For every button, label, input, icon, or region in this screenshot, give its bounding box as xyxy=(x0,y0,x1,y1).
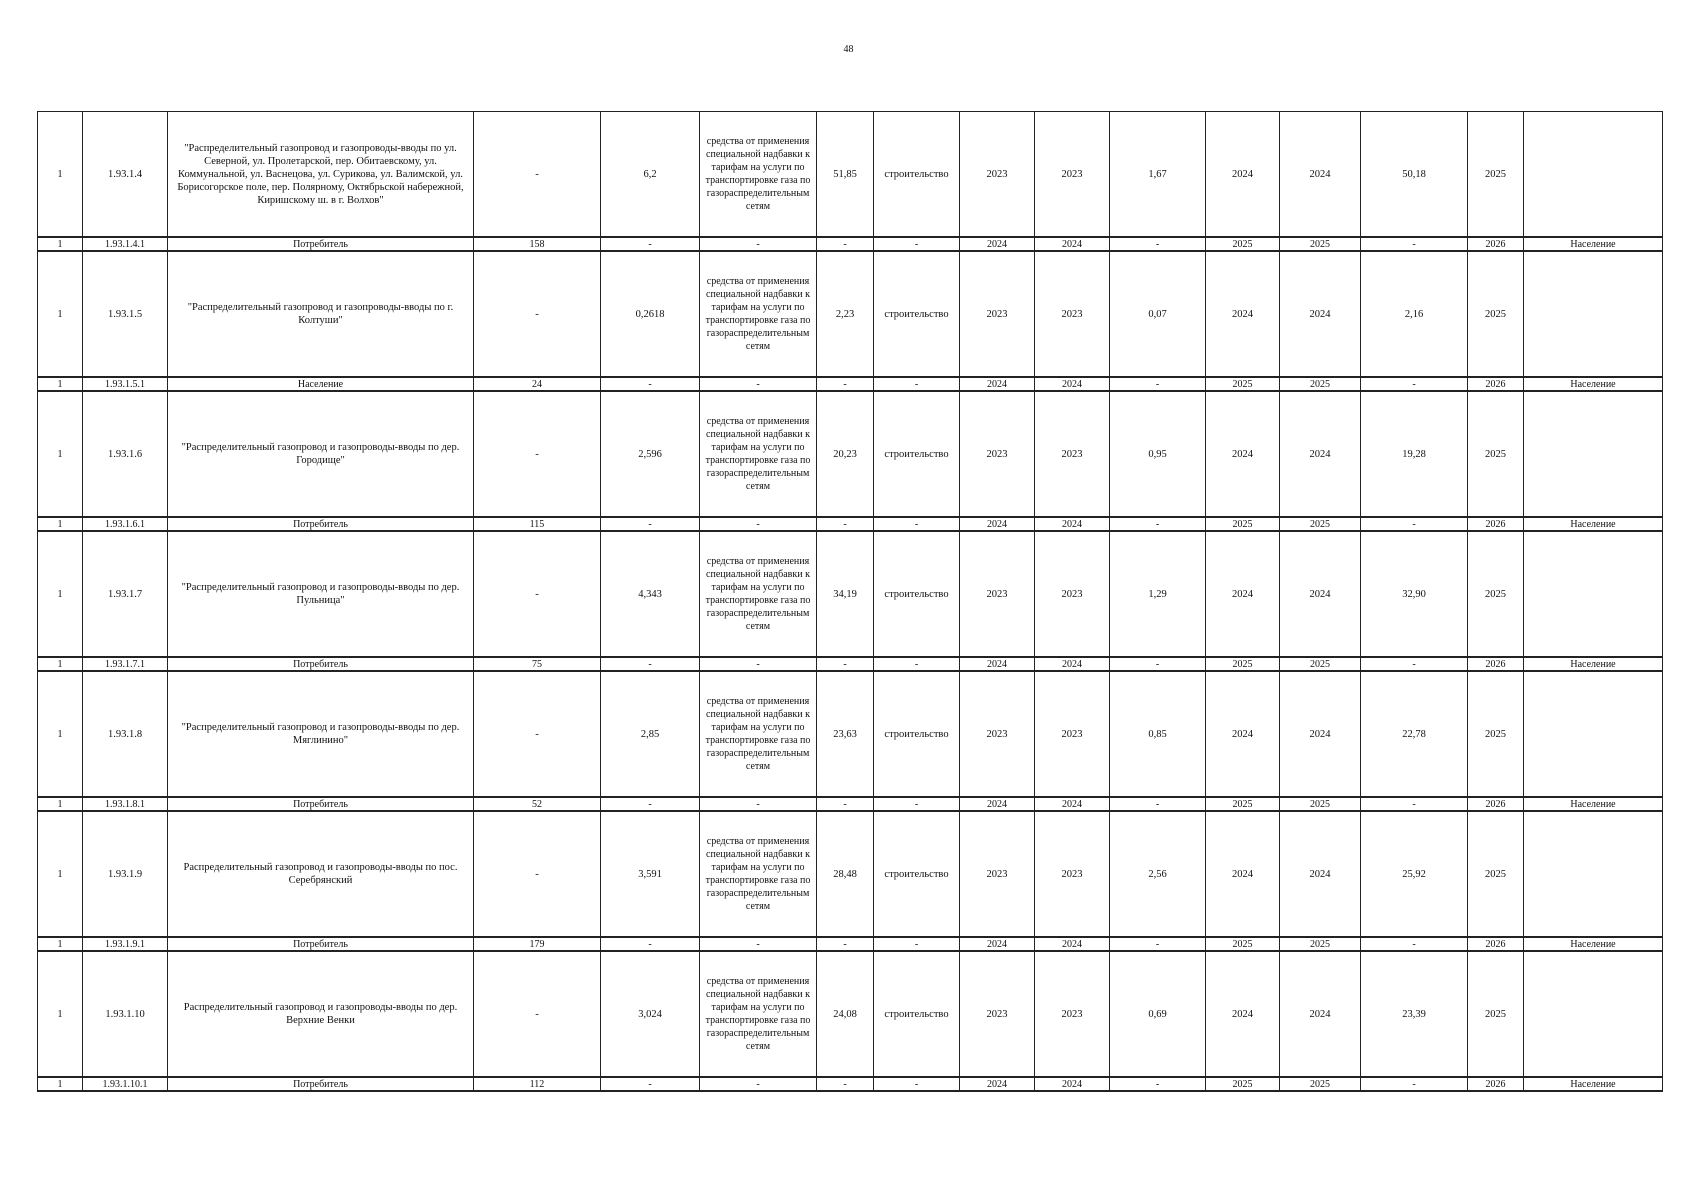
table-cell: 1 xyxy=(38,112,83,238)
table-cell: 1 xyxy=(38,517,83,531)
table-cell: - xyxy=(474,951,601,1077)
table-cell: 50,18 xyxy=(1361,112,1468,238)
table-cell: - xyxy=(817,937,874,951)
table-cell: строительство xyxy=(874,391,960,517)
table-cell: 2023 xyxy=(1035,112,1110,238)
table-cell: - xyxy=(700,237,817,251)
table-cell: 2026 xyxy=(1468,657,1524,671)
table-subrow xyxy=(38,377,1663,391)
table-row xyxy=(38,811,1663,937)
table-cell: 2024 xyxy=(960,517,1035,531)
table-cell: строительство xyxy=(874,671,960,797)
table-cell: - xyxy=(874,517,960,531)
table-cell: Потребитель xyxy=(168,657,474,671)
table-cell: 2026 xyxy=(1468,237,1524,251)
table-cell: 2024 xyxy=(960,657,1035,671)
table-cell: средства от применения специальной надбавки к тарифам на услуги по транспортировке газа по газораспределительным сетям xyxy=(700,251,817,377)
table-cell: - xyxy=(474,251,601,377)
table-cell: - xyxy=(474,671,601,797)
page-number: 48 xyxy=(843,44,854,55)
table-cell: - xyxy=(601,377,700,391)
table-cell: 2,56 xyxy=(1110,811,1206,937)
table-cell: - xyxy=(474,112,601,238)
table-cell xyxy=(1524,251,1663,377)
table-cell: 2024 xyxy=(1280,251,1361,377)
table-cell: 75 xyxy=(474,657,601,671)
table-cell: 2025 xyxy=(1280,937,1361,951)
table-cell: 0,2618 xyxy=(601,251,700,377)
table-cell: "Распределительный газопровод и газопроводы-вводы по дер. Городище" xyxy=(168,391,474,517)
table-cell: 2024 xyxy=(1206,951,1280,1077)
table-cell: - xyxy=(874,657,960,671)
table-cell: - xyxy=(700,797,817,811)
table-cell: 2026 xyxy=(1468,517,1524,531)
table-cell: - xyxy=(1110,1077,1206,1091)
table-cell: Население xyxy=(168,377,474,391)
table-cell: - xyxy=(874,1077,960,1091)
table-cell: 3,024 xyxy=(601,951,700,1077)
table-cell: 2024 xyxy=(960,377,1035,391)
table-cell: - xyxy=(1110,937,1206,951)
table-cell: 1 xyxy=(38,1077,83,1091)
table-subrow xyxy=(38,937,1663,951)
table-cell: "Распределительный газопровод и газопроводы-вводы по дер. Пульница" xyxy=(168,531,474,657)
table-cell: 2024 xyxy=(1280,671,1361,797)
table-cell: 1.93.1.4 xyxy=(83,112,168,238)
table-cell: 2023 xyxy=(1035,531,1110,657)
table-cell: 2025 xyxy=(1468,251,1524,377)
table-cell: 2026 xyxy=(1468,797,1524,811)
table-cell: 112 xyxy=(474,1077,601,1091)
table-cell: 24 xyxy=(474,377,601,391)
table-cell: 1.93.1.10.1 xyxy=(83,1077,168,1091)
table-subrow xyxy=(38,517,1663,531)
table-cell: 1 xyxy=(38,937,83,951)
table-row xyxy=(38,531,1663,657)
table-cell: средства от применения специальной надбавки к тарифам на услуги по транспортировке газа по газораспределительным сетям xyxy=(700,811,817,937)
table-cell: Население xyxy=(1524,377,1663,391)
table-cell: 32,90 xyxy=(1361,531,1468,657)
table-cell: строительство xyxy=(874,251,960,377)
table-cell: 2025 xyxy=(1280,517,1361,531)
table-cell: 1 xyxy=(38,377,83,391)
table-cell: 23,39 xyxy=(1361,951,1468,1077)
table-cell: 0,69 xyxy=(1110,951,1206,1077)
table-cell: Потребитель xyxy=(168,1077,474,1091)
table-cell: строительство xyxy=(874,951,960,1077)
table-cell: 1 xyxy=(38,531,83,657)
table-cell: 1.93.1.6.1 xyxy=(83,517,168,531)
table-cell: Население xyxy=(1524,937,1663,951)
table-cell: 1,29 xyxy=(1110,531,1206,657)
table-cell: 2025 xyxy=(1206,937,1280,951)
table-cell: 2024 xyxy=(1035,797,1110,811)
table-cell: 2025 xyxy=(1468,391,1524,517)
table-cell: 2023 xyxy=(960,391,1035,517)
table-cell: 2024 xyxy=(960,237,1035,251)
table-cell: 2026 xyxy=(1468,377,1524,391)
table-cell: Население xyxy=(1524,797,1663,811)
table-cell xyxy=(1524,671,1663,797)
table-subrow xyxy=(38,797,1663,811)
table-cell: 2025 xyxy=(1280,237,1361,251)
table-cell: 2024 xyxy=(1035,937,1110,951)
table-subrow xyxy=(38,237,1663,251)
table-cell: средства от применения специальной надбавки к тарифам на услуги по транспортировке газа по газораспределительным сетям xyxy=(700,671,817,797)
table-cell: 2024 xyxy=(960,1077,1035,1091)
table-cell: - xyxy=(1110,517,1206,531)
table-cell: 2024 xyxy=(960,937,1035,951)
table-cell: средства от применения специальной надбавки к тарифам на услуги по транспортировке газа по газораспределительным сетям xyxy=(700,951,817,1077)
table-cell: 1.93.1.4.1 xyxy=(83,237,168,251)
table-cell: 2024 xyxy=(1035,377,1110,391)
table-cell: - xyxy=(474,531,601,657)
table-cell: 2024 xyxy=(1035,657,1110,671)
table-cell: 1 xyxy=(38,811,83,937)
table-cell: средства от применения специальной надбавки к тарифам на услуги по транспортировке газа по газораспределительным сетям xyxy=(700,531,817,657)
table-cell xyxy=(1524,531,1663,657)
table-cell: 2024 xyxy=(1206,112,1280,238)
table-cell: 34,19 xyxy=(817,531,874,657)
table-cell: 2025 xyxy=(1280,377,1361,391)
table-cell: - xyxy=(1361,797,1468,811)
table-cell: 20,23 xyxy=(817,391,874,517)
table-cell: Потребитель xyxy=(168,937,474,951)
table-cell: 2,85 xyxy=(601,671,700,797)
table-cell: 0,95 xyxy=(1110,391,1206,517)
table-cell: 2024 xyxy=(1206,531,1280,657)
table-cell: 2023 xyxy=(960,531,1035,657)
table-cell: Потребитель xyxy=(168,237,474,251)
table-cell: 0,85 xyxy=(1110,671,1206,797)
table-cell: - xyxy=(874,377,960,391)
table-cell: 2023 xyxy=(960,112,1035,238)
table-cell xyxy=(1524,951,1663,1077)
table-cell: - xyxy=(1361,657,1468,671)
table-cell: 19,28 xyxy=(1361,391,1468,517)
table-cell: 2023 xyxy=(1035,391,1110,517)
table-cell: - xyxy=(700,377,817,391)
table-cell: 2025 xyxy=(1206,517,1280,531)
table-cell: Потребитель xyxy=(168,797,474,811)
table-cell: 2024 xyxy=(1280,112,1361,238)
table-cell: 2025 xyxy=(1206,1077,1280,1091)
table-cell: 2025 xyxy=(1206,377,1280,391)
table-cell: 2024 xyxy=(1280,811,1361,937)
investment-table xyxy=(37,111,1663,1092)
table-cell: "Распределительный газопровод и газопроводы-вводы по дер. Мяглинино" xyxy=(168,671,474,797)
table-cell: 2024 xyxy=(1206,671,1280,797)
table-cell: 1.93.1.8.1 xyxy=(83,797,168,811)
table-cell: 2025 xyxy=(1280,1077,1361,1091)
table-cell: 2025 xyxy=(1468,531,1524,657)
table-cell: 158 xyxy=(474,237,601,251)
table-cell: 2023 xyxy=(960,251,1035,377)
table-cell: - xyxy=(1361,377,1468,391)
table-cell: 2026 xyxy=(1468,1077,1524,1091)
table-cell: 1 xyxy=(38,251,83,377)
table-cell: - xyxy=(817,797,874,811)
table-cell: - xyxy=(601,1077,700,1091)
table-row xyxy=(38,951,1663,1077)
table-cell: - xyxy=(817,377,874,391)
table-cell: 2023 xyxy=(1035,251,1110,377)
table-cell: 2025 xyxy=(1468,671,1524,797)
table-cell: - xyxy=(1110,797,1206,811)
table-cell: - xyxy=(700,1077,817,1091)
table-cell: 1 xyxy=(38,237,83,251)
table-cell: 2024 xyxy=(1280,531,1361,657)
table-cell: 2,596 xyxy=(601,391,700,517)
table-cell: 1.93.1.7.1 xyxy=(83,657,168,671)
table-cell: средства от применения специальной надбавки к тарифам на услуги по транспортировке газа по газораспределительным сетям xyxy=(700,112,817,238)
table-cell: Распределительный газопровод и газопроводы-вводы по пос. Серебрянский xyxy=(168,811,474,937)
table-cell: - xyxy=(874,237,960,251)
table-cell: 2025 xyxy=(1280,657,1361,671)
table-cell: - xyxy=(1361,937,1468,951)
table-cell: - xyxy=(1110,237,1206,251)
table-cell: 4,343 xyxy=(601,531,700,657)
table-cell: - xyxy=(1361,1077,1468,1091)
table-cell: - xyxy=(817,517,874,531)
table-cell: строительство xyxy=(874,811,960,937)
table-subrow xyxy=(38,1077,1663,1091)
table-cell: 2025 xyxy=(1206,237,1280,251)
table-cell: 2025 xyxy=(1468,811,1524,937)
table-cell: Население xyxy=(1524,1077,1663,1091)
table-cell: 23,63 xyxy=(817,671,874,797)
table-cell: Потребитель xyxy=(168,517,474,531)
table-cell: 2025 xyxy=(1206,657,1280,671)
table-cell: - xyxy=(700,517,817,531)
table-cell: 28,48 xyxy=(817,811,874,937)
table-cell: 2025 xyxy=(1280,797,1361,811)
table-cell: 1 xyxy=(38,671,83,797)
table-cell: Население xyxy=(1524,237,1663,251)
table-cell: Население xyxy=(1524,657,1663,671)
table-cell: 2024 xyxy=(1206,251,1280,377)
table-cell: 2024 xyxy=(1035,517,1110,531)
table-cell: 2025 xyxy=(1206,797,1280,811)
table-cell: 2023 xyxy=(1035,811,1110,937)
table-cell xyxy=(1524,112,1663,238)
table-row xyxy=(38,391,1663,517)
table-row xyxy=(38,671,1663,797)
table-row xyxy=(38,112,1663,238)
table-subrow xyxy=(38,657,1663,671)
table-cell: строительство xyxy=(874,531,960,657)
table-cell: 2023 xyxy=(1035,951,1110,1077)
table-cell: - xyxy=(601,517,700,531)
table-cell: - xyxy=(874,797,960,811)
table-cell: 1 xyxy=(38,951,83,1077)
table-cell: 2026 xyxy=(1468,937,1524,951)
table-cell: 1.93.1.10 xyxy=(83,951,168,1077)
table-cell: 2025 xyxy=(1468,112,1524,238)
table-cell: 51,85 xyxy=(817,112,874,238)
table-cell xyxy=(1524,391,1663,517)
table-cell: 2024 xyxy=(1280,951,1361,1077)
table-cell: 0,07 xyxy=(1110,251,1206,377)
table-cell: - xyxy=(874,937,960,951)
table-cell: 2024 xyxy=(1206,391,1280,517)
table-cell: 1 xyxy=(38,391,83,517)
table-cell: 1 xyxy=(38,657,83,671)
table-cell: - xyxy=(601,657,700,671)
table-cell: - xyxy=(601,797,700,811)
table-cell: 2024 xyxy=(960,797,1035,811)
table-cell xyxy=(1524,811,1663,937)
table-cell: Население xyxy=(1524,517,1663,531)
table-cell: 24,08 xyxy=(817,951,874,1077)
table-cell: - xyxy=(1361,517,1468,531)
table-cell: - xyxy=(1361,237,1468,251)
table-cell: 1.93.1.9.1 xyxy=(83,937,168,951)
table-cell: 22,78 xyxy=(1361,671,1468,797)
table-cell: - xyxy=(1110,377,1206,391)
table-cell: 2023 xyxy=(960,671,1035,797)
table-cell: - xyxy=(474,391,601,517)
table-cell: 115 xyxy=(474,517,601,531)
table-cell: 1.93.1.5 xyxy=(83,251,168,377)
table-cell: 2023 xyxy=(960,951,1035,1077)
table-cell: 2025 xyxy=(1468,951,1524,1077)
table-body xyxy=(38,112,1663,1092)
table-cell: 1.93.1.6 xyxy=(83,391,168,517)
table-cell: - xyxy=(1110,657,1206,671)
table-cell: - xyxy=(817,1077,874,1091)
table-cell: 1.93.1.7 xyxy=(83,531,168,657)
table-cell: 25,92 xyxy=(1361,811,1468,937)
table-cell: 1,67 xyxy=(1110,112,1206,238)
table-cell: 2,23 xyxy=(817,251,874,377)
table-cell: 179 xyxy=(474,937,601,951)
table-cell: - xyxy=(700,937,817,951)
table-cell: средства от применения специальной надбавки к тарифам на услуги по транспортировке газа по газораспределительным сетям xyxy=(700,391,817,517)
table-cell: 2024 xyxy=(1035,1077,1110,1091)
table-cell: 2023 xyxy=(1035,671,1110,797)
table-cell: 2023 xyxy=(960,811,1035,937)
table-cell: 52 xyxy=(474,797,601,811)
table-cell: 3,591 xyxy=(601,811,700,937)
table-cell: - xyxy=(474,811,601,937)
table-cell: 1.93.1.8 xyxy=(83,671,168,797)
table-cell: 1.93.1.9 xyxy=(83,811,168,937)
table-cell: - xyxy=(601,237,700,251)
table-cell: 2024 xyxy=(1035,237,1110,251)
table-cell: 2024 xyxy=(1206,811,1280,937)
table-cell: "Распределительный газопровод и газопроводы-вводы по г. Колтуши" xyxy=(168,251,474,377)
table-cell: строительство xyxy=(874,112,960,238)
table-cell: 1.93.1.5.1 xyxy=(83,377,168,391)
table-cell: - xyxy=(601,937,700,951)
table-cell: - xyxy=(817,657,874,671)
table-cell: 2,16 xyxy=(1361,251,1468,377)
table-cell: "Распределительный газопровод и газопроводы-вводы по ул. Северной, ул. Пролетарской, пер. Обитаевскому, ул. Коммунальной, ул. Васнецова, ул. Сурикова, ул. Валимской, ул. Борисогорское поле, пер. Полярному, Октябрьской набережной, Киришскому ш. в г. Волхов" xyxy=(168,112,474,238)
table-cell: 6,2 xyxy=(601,112,700,238)
table-cell: 2024 xyxy=(1280,391,1361,517)
table-cell: 1 xyxy=(38,797,83,811)
table-cell: Распределительный газопровод и газопроводы-вводы по дер. Верхние Венки xyxy=(168,951,474,1077)
table-cell: - xyxy=(700,657,817,671)
table-cell: - xyxy=(817,237,874,251)
table-row xyxy=(38,251,1663,377)
